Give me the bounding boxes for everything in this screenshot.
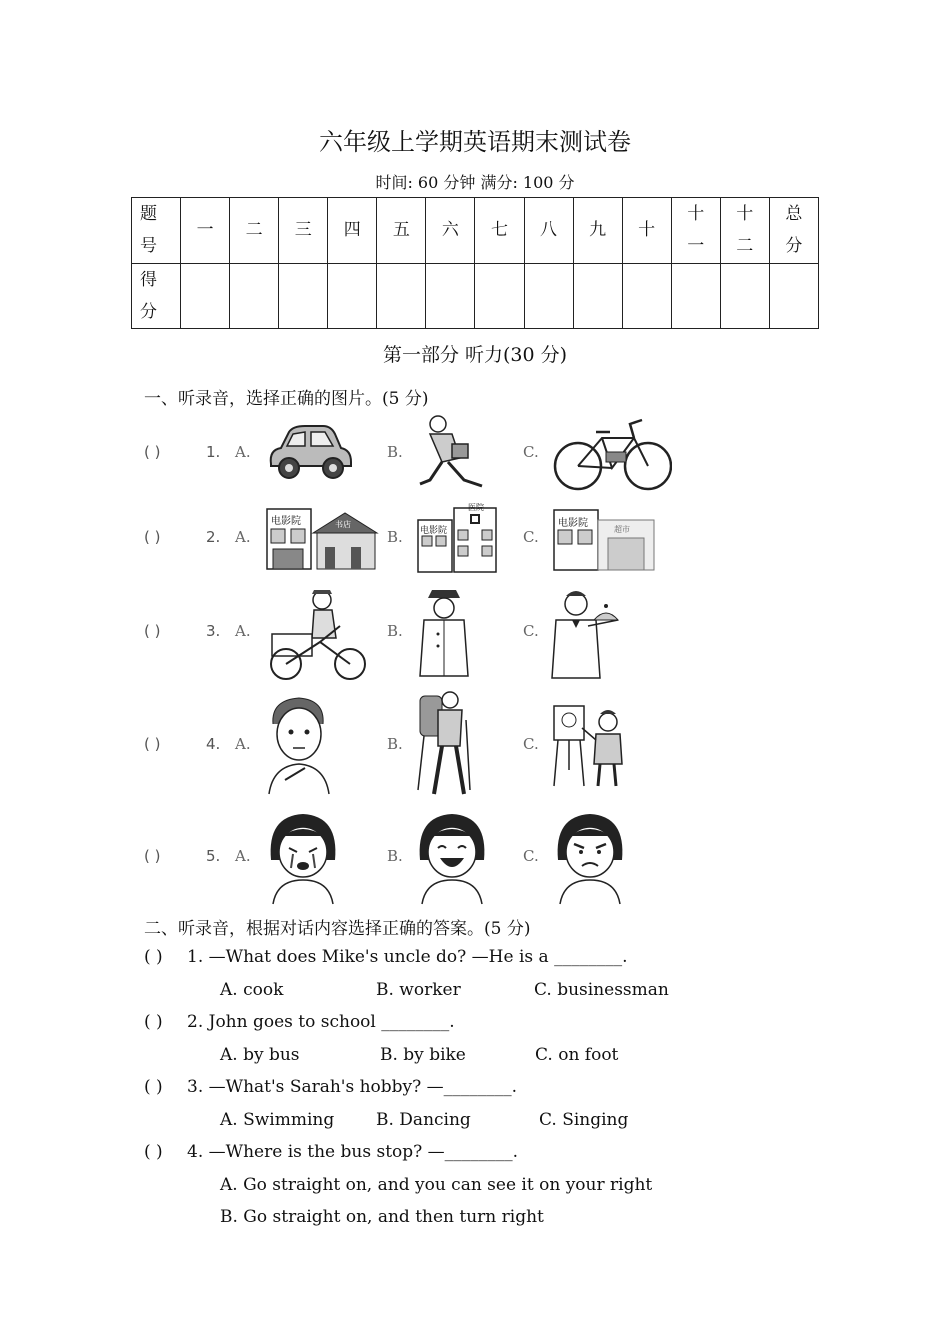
answer-blank[interactable]: ( )	[144, 528, 161, 546]
score-cell[interactable]	[426, 263, 475, 329]
column-header	[524, 198, 573, 264]
cinema-hospital-icon[interactable]	[416, 502, 498, 574]
column-header-text: 三	[294, 220, 312, 241]
walking-man-icon[interactable]	[412, 410, 492, 495]
sign-text: 电影院	[420, 526, 448, 536]
sign-text: 书店	[335, 520, 351, 529]
answer-blank[interactable]: ( )	[144, 622, 161, 640]
option-letter: B.	[387, 528, 403, 546]
column-header	[426, 198, 475, 264]
option-letter: A.	[235, 735, 251, 753]
score-cell[interactable]	[524, 263, 573, 329]
cinema-supermarket-icon[interactable]	[552, 506, 656, 572]
row-label-cell	[132, 263, 181, 329]
header-label-line: 号	[140, 236, 157, 257]
option-a: A. Go straight on, and you can see it on your right	[220, 1175, 653, 1195]
column-header-text: 七	[490, 220, 508, 241]
option-c: C. businessman	[534, 980, 669, 1000]
option-a: A. Swimming	[220, 1110, 335, 1130]
question-number: 3.	[206, 622, 221, 640]
option-letter: C.	[523, 528, 539, 546]
question-number: 2.	[206, 528, 221, 546]
cinema-bookstore-icon[interactable]	[265, 503, 380, 571]
score-cell[interactable]	[181, 263, 230, 329]
option-letter: B.	[387, 735, 403, 753]
score-cell[interactable]	[230, 263, 279, 329]
column-header	[622, 198, 671, 264]
score-cell[interactable]	[279, 263, 328, 329]
column-header-text: 分	[785, 236, 803, 257]
answer-blank[interactable]: ( )	[144, 443, 161, 461]
score-cell[interactable]	[377, 263, 426, 329]
column-header-total	[769, 198, 818, 264]
sign-text: 电影院	[558, 518, 588, 529]
row-label-line: 分	[140, 301, 157, 322]
column-header-text: 一	[196, 220, 214, 241]
column-header-text: 二	[736, 236, 754, 257]
option-letter: B.	[387, 443, 403, 461]
sign-text: 电影院	[271, 516, 301, 527]
column-header-text: 九	[589, 220, 607, 241]
sign-text: 医院	[468, 503, 484, 512]
score-table-score-row	[132, 263, 819, 329]
option-b: B. Go straight on, and then turn right	[220, 1207, 544, 1227]
exam-time-score: 时间: 60 分钟 满分: 100 分	[375, 173, 575, 192]
option-letter: A.	[235, 622, 251, 640]
question-text: 4. —Where is the bus stop? —________.	[187, 1142, 519, 1162]
column-header-text: 十	[687, 204, 705, 225]
column-header-text: 总	[785, 204, 803, 225]
policeman-icon[interactable]	[414, 588, 474, 678]
option-letter: B.	[387, 622, 403, 640]
column-header	[377, 198, 426, 264]
column-header-text: 四	[343, 220, 361, 241]
answer-blank[interactable]: ( )	[144, 847, 161, 865]
column-header-text: 十	[638, 220, 656, 241]
option-letter: C.	[523, 735, 539, 753]
column-header-text: 十	[736, 204, 754, 225]
column-header	[279, 198, 328, 264]
option-letter: C.	[523, 443, 539, 461]
row-label-line: 得	[140, 269, 157, 290]
score-cell[interactable]	[622, 263, 671, 329]
column-header	[475, 198, 524, 264]
option-c: C. on foot	[535, 1045, 619, 1065]
column-header	[230, 198, 279, 264]
column-header-text: 八	[540, 220, 558, 241]
option-letter: A.	[235, 443, 251, 461]
score-cell[interactable]	[720, 263, 769, 329]
column-header-text: 二	[245, 220, 263, 241]
option-letter: A.	[235, 528, 251, 546]
column-header	[573, 198, 622, 264]
header-label-line: 题	[140, 204, 157, 225]
option-a: A. by bus	[220, 1045, 300, 1065]
answer-blank[interactable]: ( )	[144, 1012, 163, 1032]
sign-text: 超市	[614, 525, 630, 534]
laughing-girl-icon[interactable]	[414, 808, 490, 906]
option-letter: A.	[235, 847, 251, 865]
score-cell[interactable]	[769, 263, 818, 329]
answer-blank[interactable]: ( )	[144, 735, 161, 753]
score-cell[interactable]	[573, 263, 622, 329]
section-one-title: 一、听录音，选择正确的图片。(5 分)	[144, 389, 429, 409]
waiter-icon[interactable]	[548, 586, 622, 680]
crying-girl-icon[interactable]	[265, 808, 341, 906]
column-header	[671, 198, 720, 264]
header-label-cell	[132, 198, 181, 264]
angry-girl-icon[interactable]	[552, 808, 628, 906]
score-table	[131, 197, 819, 329]
column-header	[181, 198, 230, 264]
part-one-title: 第一部分 听力(30 分)	[382, 344, 568, 366]
score-cell[interactable]	[328, 263, 377, 329]
option-letter: C.	[523, 622, 539, 640]
buildings-drawing	[416, 502, 498, 574]
column-header-text: 一	[687, 236, 705, 257]
answer-blank[interactable]: ( )	[144, 1077, 163, 1097]
question-text: 2. John goes to school ________.	[187, 1012, 455, 1032]
score-cell[interactable]	[671, 263, 720, 329]
page-title: 六年级上学期英语期末测试卷	[319, 128, 631, 156]
section-two-title: 二、听录音，根据对话内容选择正确的答案。(5 分)	[144, 919, 531, 939]
option-b: B. Dancing	[376, 1110, 471, 1130]
score-table-header-row	[132, 198, 819, 264]
bicycle-icon[interactable]	[552, 412, 672, 494]
postman-icon[interactable]	[264, 586, 374, 682]
column-header	[328, 198, 377, 264]
boy-thinking-icon[interactable]	[265, 694, 337, 798]
question-number: 4.	[206, 735, 221, 753]
question-number: 5.	[206, 847, 221, 865]
option-letter: B.	[387, 847, 403, 865]
painter-icon[interactable]	[550, 700, 630, 788]
column-header-text: 五	[392, 220, 410, 241]
option-b: B. by bike	[380, 1045, 466, 1065]
option-c: C. Singing	[539, 1110, 629, 1130]
question-text: 1. —What does Mike's uncle do? —He is a ________.	[187, 947, 628, 967]
car-icon[interactable]	[265, 420, 355, 482]
answer-blank[interactable]: ( )	[144, 947, 163, 967]
column-header-text: 六	[441, 220, 459, 241]
question-number: 1.	[206, 443, 221, 461]
option-b: B. worker	[376, 980, 461, 1000]
score-cell[interactable]	[475, 263, 524, 329]
column-header	[720, 198, 769, 264]
answer-blank[interactable]: ( )	[144, 1142, 163, 1162]
option-a: A. cook	[220, 980, 284, 1000]
hiker-icon[interactable]	[414, 690, 472, 800]
question-text: 3. —What's Sarah's hobby? —________.	[187, 1077, 518, 1097]
option-letter: C.	[523, 847, 539, 865]
